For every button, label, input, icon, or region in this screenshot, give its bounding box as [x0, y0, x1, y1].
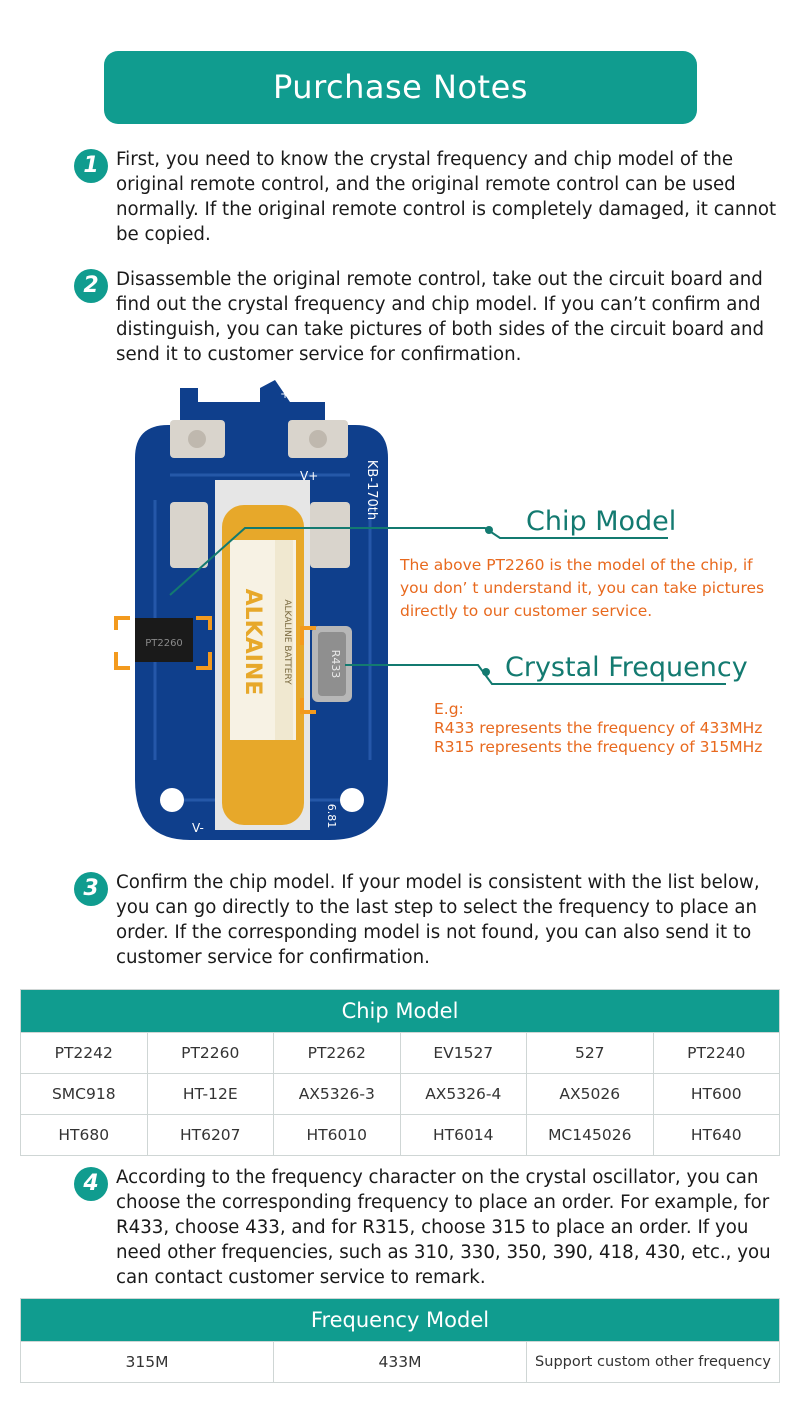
crystal-note-line-1: E.g:: [434, 700, 464, 718]
step-number-2-icon: 2: [74, 269, 108, 303]
chip-note-line-3: directly to our customer service.: [400, 602, 653, 620]
table-cell: Support custom other frequency: [526, 1342, 779, 1382]
plus-label: +: [280, 387, 291, 401]
chip-note-line-1: The above PT2260 is the model of the chip, if: [400, 556, 753, 574]
chip-table-header: Chip Model: [21, 990, 779, 1032]
frequency-table-header: Frequency Model: [21, 1299, 779, 1341]
step-4-text: According to the frequency character on the crystal oscillator, you can choose the corresponding frequency to place an order. For example, for R433, choose 433, and for R315, choose 315 to place an order. If you need other frequencies, such as 310, 330, 350, 390, 418, 430, etc., you can contact customer service to remark.: [116, 1167, 771, 1288]
step-number-3-icon: 3: [74, 872, 108, 906]
chip-label: PT2260: [145, 638, 183, 649]
crystal-frequency-annotation-text: [434, 700, 794, 757]
table-cell: HT680: [58, 1126, 110, 1144]
crystal-note-line-3: R315 represents the frequency of 315MHz: [434, 738, 763, 756]
step-3-text: Confirm the chip model. If your model is consistent with the list below, you can go directly to the last step to select the frequency to place an order. If the corresponding model is not found, you can also send it to customer service for confirmation.: [116, 872, 760, 968]
table-cell: HT6207: [147, 1115, 274, 1155]
crystal-note-line-2: R433 represents the frequency of 433MHz: [434, 719, 763, 737]
table-cell: 433M: [273, 1342, 526, 1382]
table-cell: SMC918: [51, 1085, 116, 1103]
table-row: [21, 1032, 779, 1073]
chip-note-line-2: you don’ t understand it, you can take pictures: [400, 579, 765, 597]
table-cell: EV1527: [400, 1033, 527, 1073]
table-cell: HT-12E: [147, 1074, 274, 1114]
table-cell: HT6010: [273, 1115, 400, 1155]
step-number-4-icon: 4: [74, 1167, 108, 1201]
table-cell: 527: [526, 1033, 653, 1073]
bottom-mark-label: 6.81: [325, 803, 338, 829]
table-cell: 315M: [125, 1353, 169, 1371]
table-cell: PT2242: [54, 1044, 113, 1062]
table-cell: AX5026: [526, 1074, 653, 1114]
board-id-label: KB-170th: [364, 459, 379, 521]
table-cell: AX5326-3: [273, 1074, 400, 1114]
step-1-text: First, you need to know the crystal frequency and chip model of the original remote control, and the original remote control can be used normally. If the original remote control is completely damaged, it cannot be copied.: [116, 149, 777, 245]
table-cell: PT2262: [273, 1033, 400, 1073]
table-row: [21, 1073, 779, 1114]
table-cell: PT2240: [653, 1033, 780, 1073]
chip-model-annotation-text: [400, 554, 795, 623]
battery-sub-label: ALKALINE BATTERY: [282, 599, 292, 685]
vplus-label: V+: [300, 469, 319, 483]
vminus-label: V-: [192, 821, 204, 835]
chip-model-annotation-title: Chip Model: [526, 506, 677, 537]
table-row: [21, 1341, 779, 1382]
table-cell: HT600: [653, 1074, 780, 1114]
table-cell: HT6014: [400, 1115, 527, 1155]
chip-model-table: [20, 989, 780, 1156]
battery-brand: ALKAINE: [240, 588, 265, 696]
table-cell: MC145026: [526, 1115, 653, 1155]
frequency-model-table: [20, 1298, 780, 1383]
led-label: LED: [206, 387, 230, 401]
crystal-label: R433: [329, 649, 342, 679]
page-title: Purchase Notes: [273, 68, 528, 106]
table-cell: AX5326-4: [400, 1074, 527, 1114]
table-row: [21, 1114, 779, 1155]
crystal-frequency-annotation-title: Crystal Frequency: [505, 652, 748, 683]
step-number-1-icon: 1: [74, 149, 108, 183]
step-2-text: Disassemble the original remote control, take out the circuit board and find out the crystal frequency and chip model. If you can’t confirm and distinguish, you can take pictures of both sides of the circuit board and send it to customer service for confirmation.: [116, 269, 765, 365]
table-cell: PT2260: [147, 1033, 274, 1073]
table-cell: HT640: [653, 1115, 780, 1155]
